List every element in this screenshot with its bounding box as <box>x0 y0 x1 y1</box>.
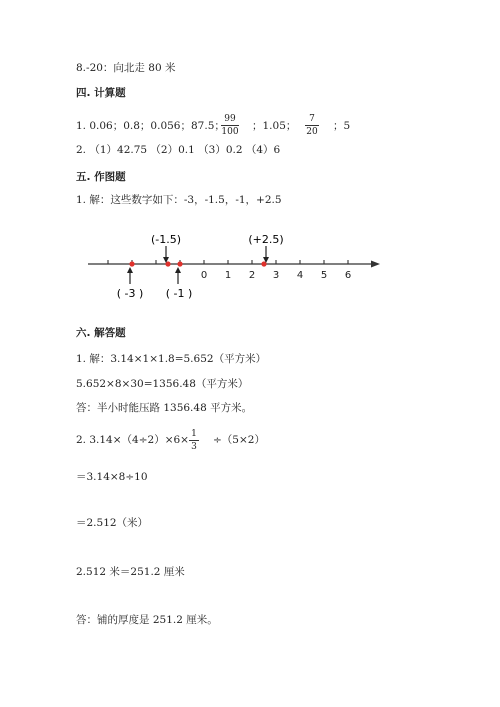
solution-1-answer: 答：半小时能压路 1356.48 平方米。 <box>76 402 253 414</box>
fraction-numerator: 7 <box>309 114 315 124</box>
fraction-denominator: 20 <box>306 127 318 137</box>
fraction-denominator: 3 <box>191 442 197 452</box>
fraction-numerator: 1 <box>191 429 197 439</box>
tick-label: 1 <box>224 270 232 281</box>
fraction-bar <box>305 125 319 126</box>
tick-label: 5 <box>320 270 328 281</box>
section-6-title: 六. 解答题 <box>76 327 126 339</box>
tick-label: 0 <box>200 270 208 281</box>
solution-2-line-2: ＝3.14×8÷10 <box>76 471 148 483</box>
label-pos-2-5: (+2.5) <box>248 233 284 246</box>
draw-answer-1: 1. 解：这些数字如下：-3，-1.5，-1，+2.5 <box>76 194 282 206</box>
arrow-head-icon <box>175 267 181 273</box>
calc1-suffix: ；5 <box>333 120 351 132</box>
fraction-7-20 <box>305 114 319 137</box>
fraction-denominator: 100 <box>221 127 239 137</box>
solution2-prefix: 2. 3.14×（4÷2）×6× <box>76 434 189 446</box>
tick-label: 2 <box>248 270 256 281</box>
fraction-99-100 <box>221 114 239 137</box>
tick-label: 6 <box>344 270 352 281</box>
solution-2-answer: 答：铺的厚度是 251.2 厘米。 <box>76 614 218 626</box>
solution-2-line-4: 2.512 米＝251.2 厘米 <box>76 566 185 578</box>
fraction-numerator: 99 <box>224 114 236 124</box>
calc1-prefix: 1. 0.06；0.8；0.056；87.5； <box>76 120 225 132</box>
label-neg-3: ( -3 ) <box>116 287 144 300</box>
label-neg-1: ( -1 ) <box>165 287 193 300</box>
tick-label: 3 <box>272 270 280 281</box>
calc-answer-2: 2. （1）42.75 （2）0.1 （3）0.2 （4）6 <box>76 144 281 156</box>
fraction-bar <box>189 440 199 441</box>
section-4-title: 四. 计算题 <box>76 87 126 99</box>
solution-2-line-3: ＝2.512（米） <box>76 517 149 529</box>
solution2-suffix: ÷（5×2） <box>213 434 265 446</box>
answer-line-8: 8.-20：向北走 80 米 <box>76 62 176 74</box>
calc1-mid: ；1.05； <box>252 120 297 132</box>
arrow-head-icon <box>127 267 133 273</box>
arrow-head-icon <box>371 261 380 268</box>
tick-label: 4 <box>296 270 304 281</box>
label-neg-1-5: (-1.5) <box>150 233 182 246</box>
fraction-1-3 <box>189 429 199 452</box>
section-5-title: 五. 作图题 <box>76 171 126 183</box>
point-marker <box>177 261 182 266</box>
point-marker <box>129 261 134 266</box>
fraction-bar <box>221 125 239 126</box>
solution-1-line-2: 5.652×8×30=1356.48（平方米） <box>76 378 249 390</box>
number-line-figure <box>0 226 500 316</box>
solution-1-line-1: 1. 解：3.14×1×1.8=5.652（平方米） <box>76 353 267 365</box>
